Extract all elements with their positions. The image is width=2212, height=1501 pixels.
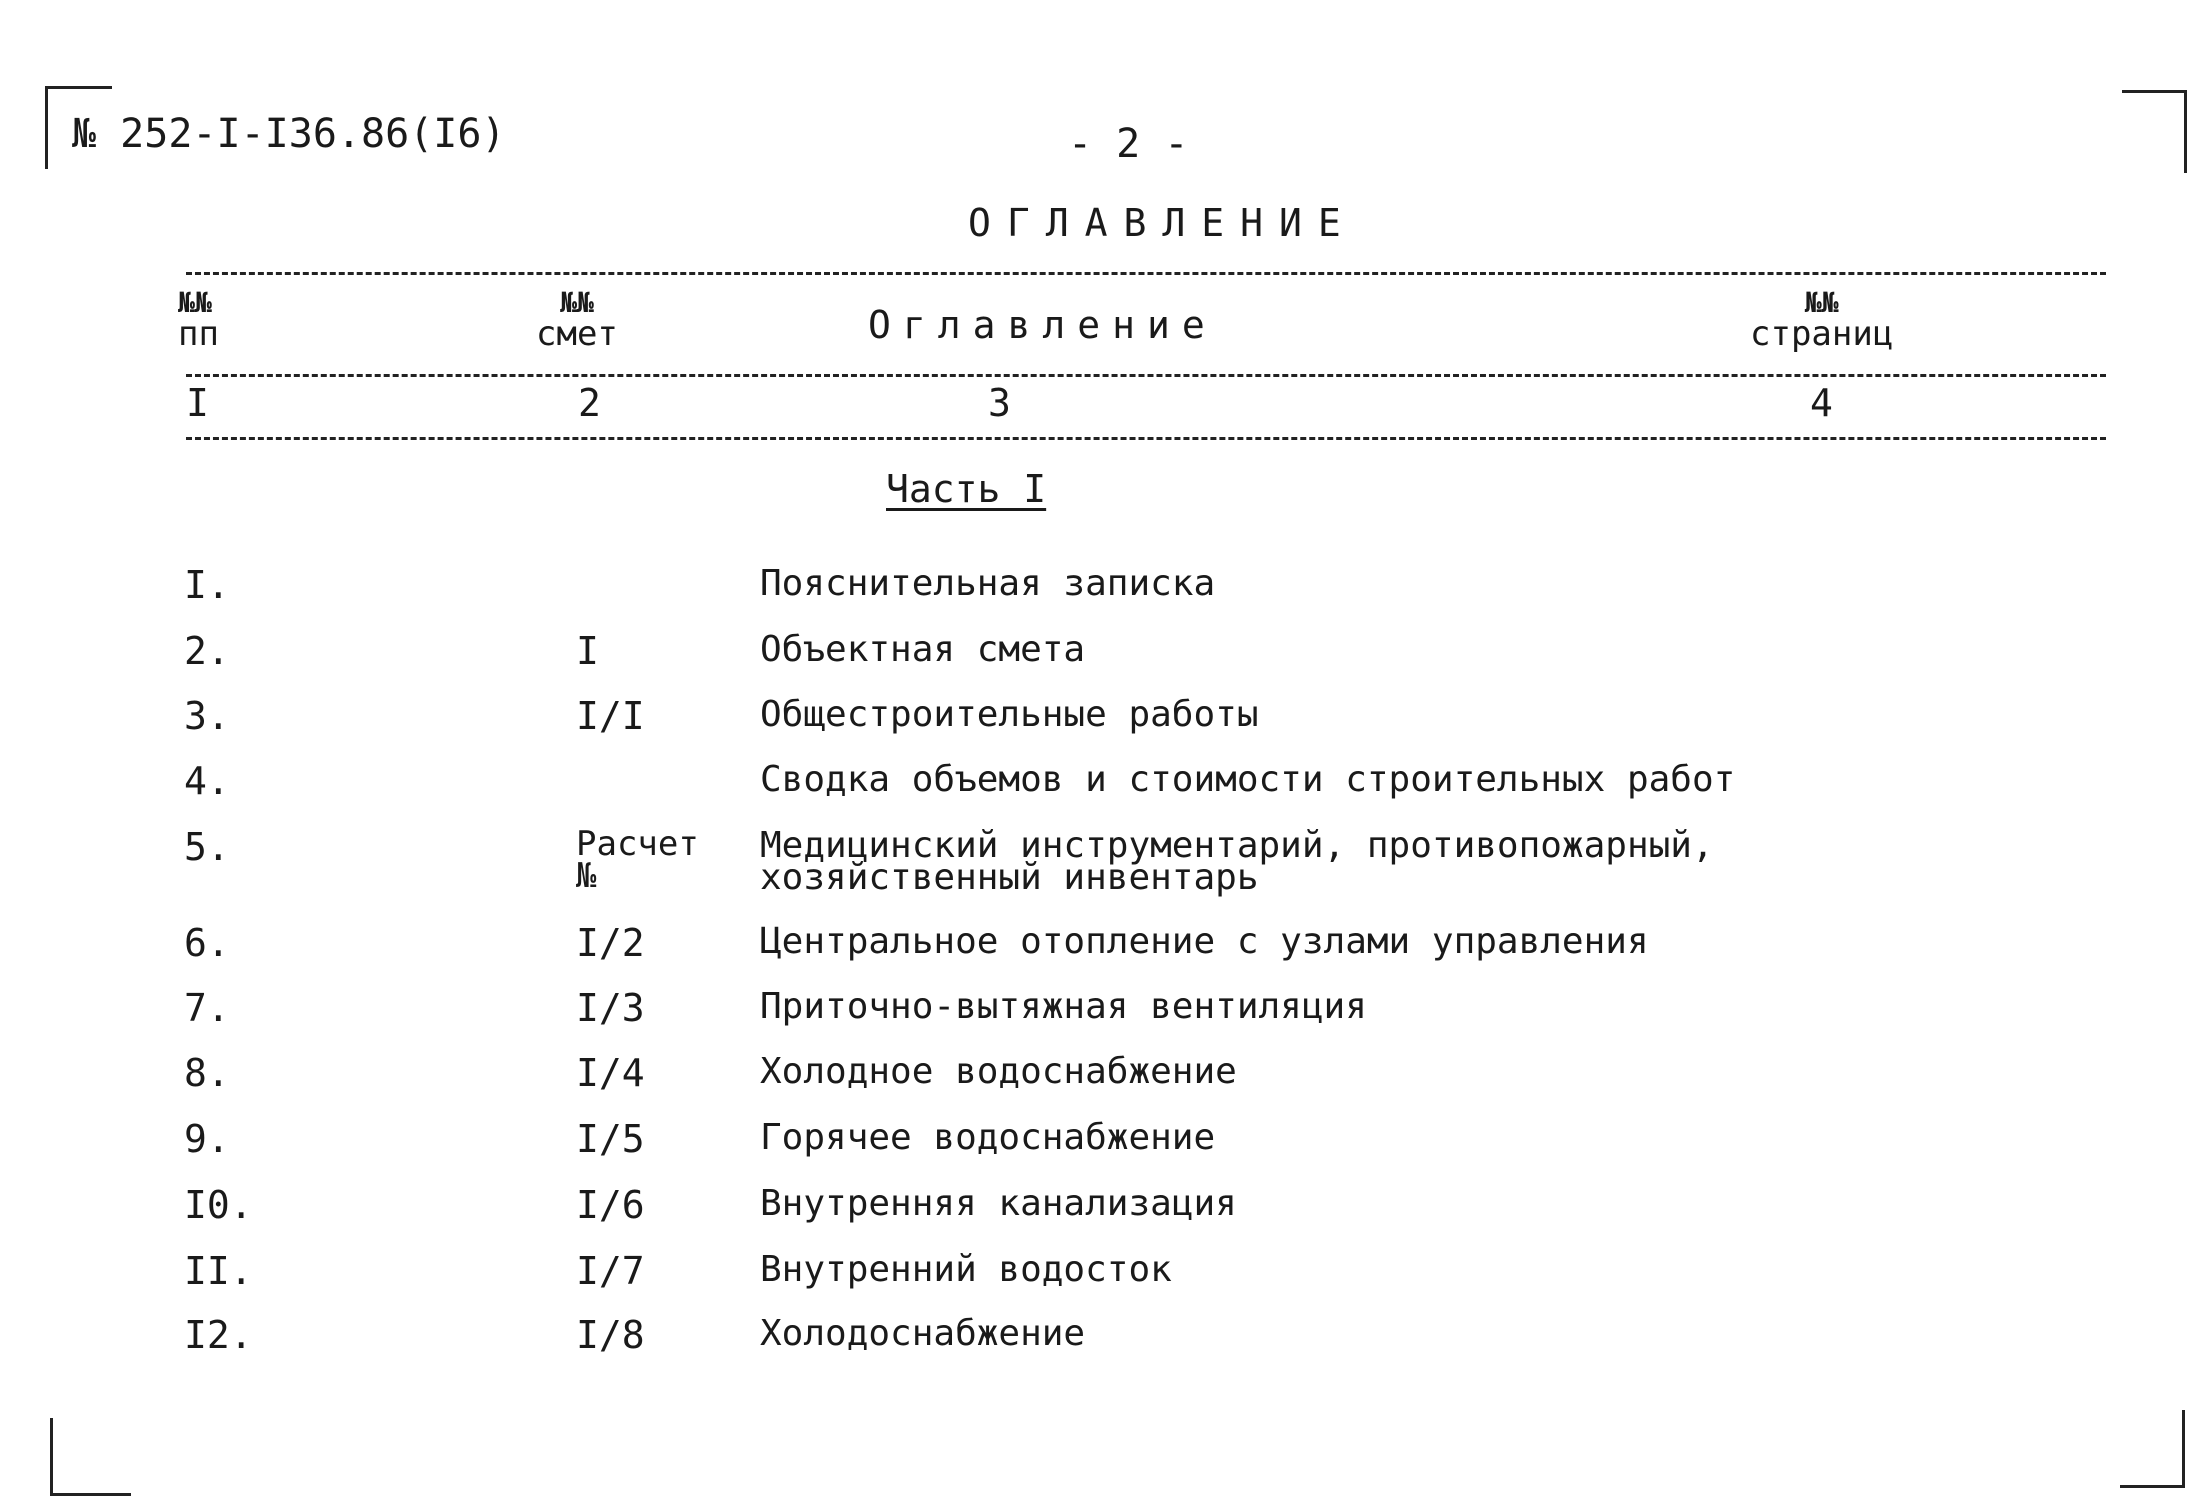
row-title: Общестроительные работы	[760, 694, 1259, 735]
row-number: 8.	[184, 1051, 230, 1095]
section-heading: Часть I	[886, 467, 1047, 511]
row-number: I0.	[184, 1183, 253, 1227]
row-title: Медицинский инструментарий, противопожарный, хозяйственный инвентарь	[760, 825, 1714, 899]
column-header-contents: Оглавление	[868, 303, 1217, 347]
row-number: 7.	[184, 986, 230, 1030]
corner-mark-top-right	[2122, 90, 2187, 173]
row-title: Внутренняя канализация	[760, 1183, 1237, 1224]
column-header-label: пп	[178, 314, 219, 355]
table-rule-header	[186, 374, 2106, 377]
row-estimate: I/7	[576, 1249, 645, 1293]
row-estimate: I/5	[576, 1117, 645, 1161]
row-number: 2.	[184, 629, 230, 673]
table-rule-numbers	[186, 437, 2106, 440]
column-number: 2	[578, 381, 601, 425]
row-number: II.	[184, 1249, 253, 1293]
row-number: I2.	[184, 1313, 253, 1357]
corner-mark-bottom-left	[50, 1418, 131, 1496]
row-estimate: I/6	[576, 1183, 645, 1227]
row-number: 4.	[184, 759, 230, 803]
column-number: 3	[988, 381, 1011, 425]
column-header-estimate-number	[536, 288, 618, 353]
column-header-item-number	[178, 288, 219, 353]
row-number: 9.	[184, 1117, 230, 1161]
row-number: 6.	[184, 921, 230, 965]
column-header-symbol: №№	[560, 286, 594, 319]
row-title: Холодоснабжение	[760, 1313, 1086, 1354]
row-title: Центральное отопление с узлами управления	[760, 921, 1649, 962]
row-title: Холодное водоснабжение	[760, 1051, 1237, 1092]
column-header-symbol: №№	[178, 286, 212, 319]
row-estimate: I/4	[576, 1051, 645, 1095]
row-title: Приточно-вытяжная вентиляция	[760, 986, 1367, 1027]
column-number: I	[186, 381, 209, 425]
row-title: Внутренний водосток	[760, 1249, 1172, 1290]
row-number: I.	[184, 563, 230, 607]
row-estimate: I/8	[576, 1313, 645, 1357]
row-title: Объектная смета	[760, 629, 1086, 670]
row-title: Горячее водоснабжение	[760, 1117, 1216, 1158]
row-estimate: Расчет №	[576, 824, 699, 897]
document-code: № 252-I-I36.86(I6)	[72, 111, 506, 157]
row-title: Пояснительная записка	[760, 563, 1216, 604]
column-header-pages	[1750, 288, 1893, 353]
row-estimate: I	[576, 629, 599, 673]
row-title: Сводка объемов и стоимости строительных работ	[760, 759, 1736, 800]
corner-mark-bottom-right	[2120, 1410, 2185, 1488]
row-estimate: I/2	[576, 921, 645, 965]
row-number: 5.	[184, 825, 230, 869]
column-header-label: страниц	[1750, 314, 1894, 355]
column-number: 4	[1810, 381, 1833, 425]
page-title: ОГЛАВЛЕНИЕ	[968, 201, 1357, 245]
table-rule-top	[186, 272, 2106, 275]
column-header-symbol: №№	[1804, 286, 1839, 319]
page-number: - 2 -	[1068, 121, 1189, 167]
column-header-label: смет	[536, 314, 618, 355]
row-estimate: I/3	[576, 986, 645, 1030]
row-number: 3.	[184, 694, 230, 738]
row-estimate: I/I	[576, 694, 645, 738]
